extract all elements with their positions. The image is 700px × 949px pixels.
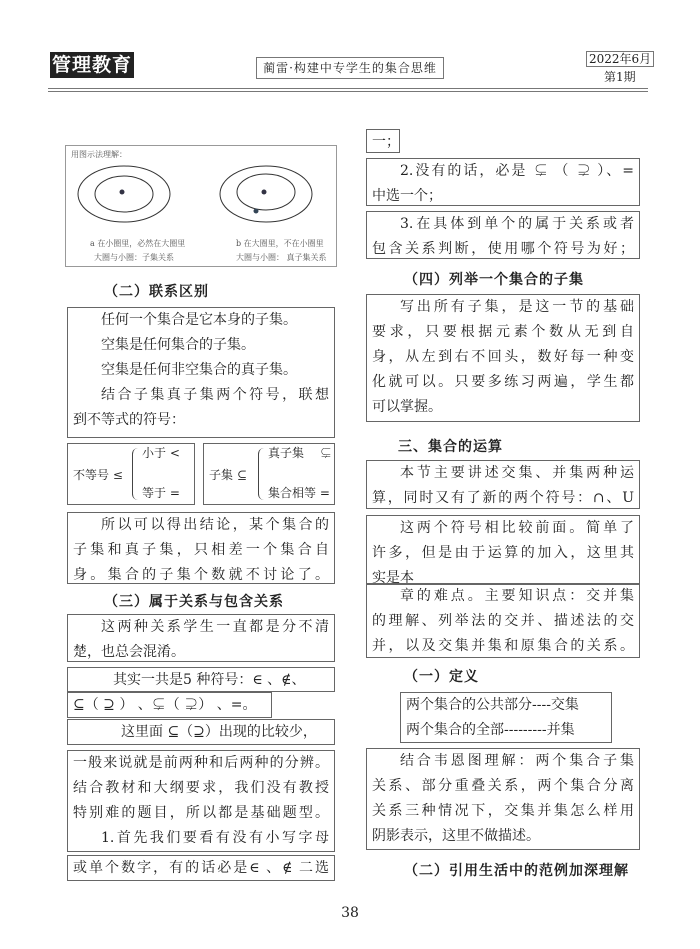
text-line: 中选一个； <box>372 188 442 204</box>
point-a <box>120 190 125 195</box>
subset-top: 真子集 ⊊ <box>268 446 332 460</box>
text-line: 2.没有的话，必是 ⊊ （ ⊋ ）、= <box>400 163 634 179</box>
article-title: 蔺雷·构建中专学生的集合思维 <box>256 57 444 79</box>
text-line: 两个集合的公共部分----交集 <box>406 697 579 713</box>
ineq-label: 不等号 ≤ <box>73 468 123 482</box>
ineq-bottom: 等于 = <box>142 486 180 500</box>
text-box <box>67 307 335 438</box>
text-line: 结合子集真子集两个符号，联想 <box>101 387 329 403</box>
text-line: 并，以及交集并集和原集合的关系。 <box>372 638 634 654</box>
subset-box <box>203 443 335 505</box>
text-line: 这两种关系学生一直都是分不清 <box>101 619 329 635</box>
section-heading: （三）属于关系与包含关系 <box>104 594 284 610</box>
text-line: 写出所有子集，是这一节的基础 <box>400 299 634 315</box>
brace-icon <box>132 448 141 500</box>
text-box <box>67 667 335 692</box>
text-line: 子集和真子集，只相差一个集合自 <box>73 542 329 558</box>
caption-b-line2: 大圈与小圈： 真子集关系 <box>236 253 327 262</box>
section-heading: （一）定义 <box>404 669 479 685</box>
text-line: 空集是任何集合的子集。 <box>101 337 255 353</box>
issue-date: 2022年6月 <box>586 51 654 67</box>
text-line: 这里面 ⊆（⊇）出现的比较少， <box>121 724 317 740</box>
point-b <box>254 209 259 214</box>
text-line: 的理解、列举法的交并、描述法的交 <box>372 613 634 629</box>
text-line: 3.在具体到单个的属于关系或者 <box>400 216 634 232</box>
text-line: 身，从左到右不回头，数好每一种变 <box>372 349 634 365</box>
inner-circle-a <box>95 176 153 212</box>
inequality-box <box>67 443 195 505</box>
caption-a-line2: 大圈与小圈：子集关系 <box>94 253 174 262</box>
venn-figure <box>65 145 337 267</box>
text-line: 结合韦恩图理解：两个集合子集 <box>400 753 634 769</box>
text-line: 关系三种情况下，交集并集怎么样用 <box>372 803 634 819</box>
outer-circle-a <box>78 166 170 222</box>
text-line: 实是本 <box>372 570 414 586</box>
text-line: 两个集合的全部---------并集 <box>406 722 575 738</box>
text-line: 这两个符号相比较前面。简单了 <box>400 520 634 536</box>
text-line: 章的难点。主要知识点：交并集 <box>400 588 634 604</box>
text-line: 结合教材和大纲要求，我们没有教授 <box>73 780 329 796</box>
text-line: 或单个数字，有的话必是∈ 、∉ 二选 <box>73 860 329 876</box>
text-line: 要求，只要根据元素个数从无到自 <box>372 324 634 340</box>
text-line: 阴影表示，这里不做描述。 <box>372 828 540 844</box>
section-heading: 三、集合的运算 <box>398 439 503 455</box>
point-a-b <box>262 190 267 195</box>
text-line: 一； <box>372 134 400 150</box>
section-heading: （二）引用生活中的范例加深理解 <box>404 863 629 879</box>
header-rule <box>48 91 648 92</box>
text-line: 所以可以得出结论，某个集合的 <box>101 517 329 533</box>
text-box <box>67 750 335 852</box>
subset-bottom: 集合相等 = <box>268 486 330 500</box>
text-box <box>67 855 335 881</box>
caption-a-line1: a 在小圈里，必然在大圈里 <box>90 239 186 248</box>
caption-b-line1: b 在大圈里，不在小圈里 <box>236 239 324 248</box>
text-line: 空集是任何非空集合的真子集。 <box>101 362 297 378</box>
definition-box <box>400 692 612 743</box>
text-box <box>67 614 335 662</box>
figure-label: 用图示法理解： <box>71 150 127 159</box>
section-heading: （四）列举一个集合的子集 <box>404 272 584 288</box>
text-box <box>67 512 335 584</box>
text-line: 许多，但是由于运算的加入，这里其 <box>372 545 634 561</box>
header-rule <box>48 88 648 89</box>
text-line: 化就可以。只要多练习两遍，学生都 <box>372 374 634 390</box>
text-box <box>366 460 640 509</box>
text-box <box>366 211 640 259</box>
text-line: 算，同时又有了新的两个符号：∩、U <box>372 490 634 506</box>
text-line: 1.首先我们要看有没有小写字母 <box>101 830 329 846</box>
text-line: 可以掌握。 <box>372 399 442 415</box>
text-box <box>67 719 335 745</box>
section-heading: （二）联系区别 <box>104 284 209 300</box>
brace-icon <box>258 448 267 500</box>
text-box <box>67 692 272 718</box>
text-line: 关系、部分重叠关系，两个集合分离 <box>372 778 634 794</box>
text-box <box>366 583 640 658</box>
text-line: 本节主要讲述交集、并集两种运 <box>400 465 634 481</box>
text-line: 身。集合的子集个数就不讨论了。 <box>73 567 329 583</box>
text-box <box>366 294 640 422</box>
text-line: 一般来说就是前两种和后两种的分辨。 <box>73 755 329 771</box>
page-number: 38 <box>341 905 359 921</box>
text-line: 特别难的题目，所以都是基础题型。 <box>73 805 329 821</box>
text-line: 包含关系判断，使用哪个符号为好； <box>372 241 634 257</box>
text-box <box>366 748 640 850</box>
text-box <box>366 158 640 206</box>
issue-number: 第1期 <box>604 70 636 84</box>
text-line: 任何一个集合是它本身的子集。 <box>101 312 297 328</box>
text-line: ⊆（ ⊇ ） 、⊊（ ⊋） 、=。 <box>73 697 257 713</box>
text-line: 楚，也总会混淆。 <box>73 644 185 660</box>
text-box <box>366 129 400 153</box>
text-box <box>366 515 640 585</box>
subset-label: 子集 ⊆ <box>209 468 247 482</box>
ineq-top: 小于 < <box>142 446 180 460</box>
text-line: 其实一共是5 种符号：∈ 、∉、 <box>113 672 306 688</box>
text-line: 到不等式的符号： <box>73 412 185 428</box>
magazine-logo: 管理教育 <box>51 54 132 76</box>
